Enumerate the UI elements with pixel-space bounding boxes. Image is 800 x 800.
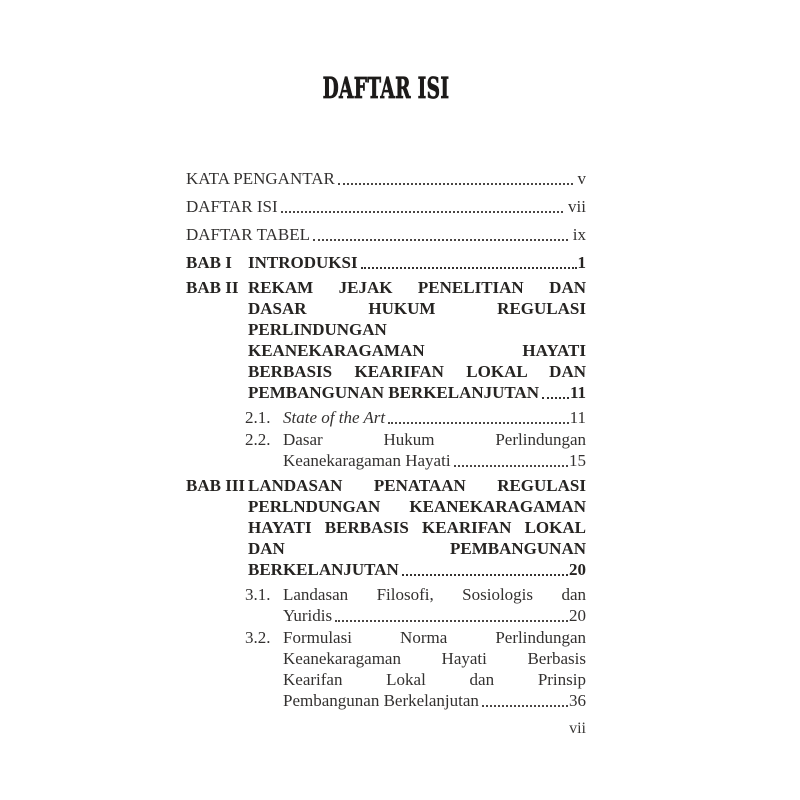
toc-entry-2-1 [245,407,586,428]
entry-page-number: 11 [569,383,586,402]
toc-entry-3-2 [245,627,586,711]
dot-leader [335,606,568,622]
chapter-title-line: KEANEKARAGAMAN HAYATI [248,341,586,360]
section-title-text: State of the Art [283,408,386,427]
section-title-block [283,627,586,711]
chapter-title-line: LANDASAN PENATAAN REGULASI [248,476,586,495]
entry-page-number: 15 [569,451,586,470]
chapter-title-text: BERKELANJUTAN [248,560,399,579]
chapter-label: BAB II [186,278,239,297]
section-title-block [283,407,586,428]
toc-entry-bab-3 [186,475,586,580]
entry-label: DAFTAR TABEL [186,225,310,244]
section-number: 2.2. [245,430,271,449]
section-title-line: Landasan Filosofi, Sosiologis dan [283,585,586,604]
chapter-title-line [248,559,586,580]
toc-entry-bab-1 [186,252,586,273]
chapter-title-line: PERLNDUNGAN KEANEKARAGAMAN [248,497,586,516]
entry-page-number: vii [568,197,586,216]
dot-leader [388,408,568,424]
dot-leader [338,169,573,185]
chapter-label: BAB I [186,253,232,272]
chapter-label: BAB III [186,476,246,495]
dot-leader [542,383,569,399]
section-title-block [283,429,586,471]
section-number: 3.2. [245,628,271,647]
section-title-line [283,690,586,711]
toc-entry-3-1 [245,584,586,626]
entry-page-number: 11 [569,408,586,427]
section-title-block [283,584,586,626]
dot-leader [402,560,568,576]
entry-label: KATA PENGANTAR [186,169,335,188]
toc-entry-kata-pengantar [186,168,586,189]
dot-leader [313,225,568,241]
entry-page-number: 1 [577,253,586,272]
chapter-title-line: DASAR HUKUM REGULASI [248,299,586,318]
toc-list [186,168,586,711]
section-title-text: Pembangunan Berkelanjutan [283,691,479,710]
toc-entry-2-2 [245,429,586,471]
page-title: DAFTAR ISI [322,71,450,105]
dot-leader [482,691,568,707]
entry-page-number: ix [572,225,586,244]
section-title-line [283,605,586,626]
toc-entry-daftar-isi [186,196,586,217]
dot-leader [281,197,563,213]
chapter-title-block [248,252,586,273]
section-title-text: Keanekaragaman Hayati [283,451,451,470]
chapter-title-line: DAN PEMBANGUNAN [248,539,586,558]
entry-page-number: v [577,169,586,188]
entry-page-number: 36 [569,691,586,710]
chapter-title-block [248,277,586,403]
section-title-line [283,407,586,428]
section-title-line: Keanekaragaman Hayati Berbasis [283,649,586,668]
chapter-title-line: REKAM JEJAK PENELITIAN DAN [248,278,586,297]
toc-entry-bab-2 [186,277,586,403]
chapter-title-line: HAYATI BERBASIS KEARIFAN LOKAL [248,518,586,537]
dot-leader [454,451,568,467]
entry-label: DAFTAR ISI [186,197,278,216]
chapter-title-text: INTRODUKSI [248,253,358,272]
section-title-line: Formulasi Norma Perlindungan [283,628,586,647]
chapter-title-text: PEMBANGUNAN BERKELANJUTAN [248,383,540,402]
chapter-title-line [248,382,586,403]
chapter-title-line: PERLINDUNGAN [248,320,387,339]
entry-page-number: 20 [569,560,586,579]
toc-entry-daftar-tabel [186,224,586,245]
section-title-line: Dasar Hukum Perlindungan [283,430,586,449]
section-number: 3.1. [245,585,271,604]
chapter-title-line [248,252,586,273]
chapter-title-block [248,475,586,580]
section-title-line [283,450,586,471]
section-number: 2.1. [245,408,271,427]
chapter-title-line: BERBASIS KEARIFAN LOKAL DAN [248,362,586,381]
dot-leader [361,253,577,269]
section-title-text: Yuridis [283,606,333,625]
section-title-line: Kearifan Lokal dan Prinsip [283,670,586,689]
entry-page-number: 20 [569,606,586,625]
folio-page-number: vii [569,720,586,737]
